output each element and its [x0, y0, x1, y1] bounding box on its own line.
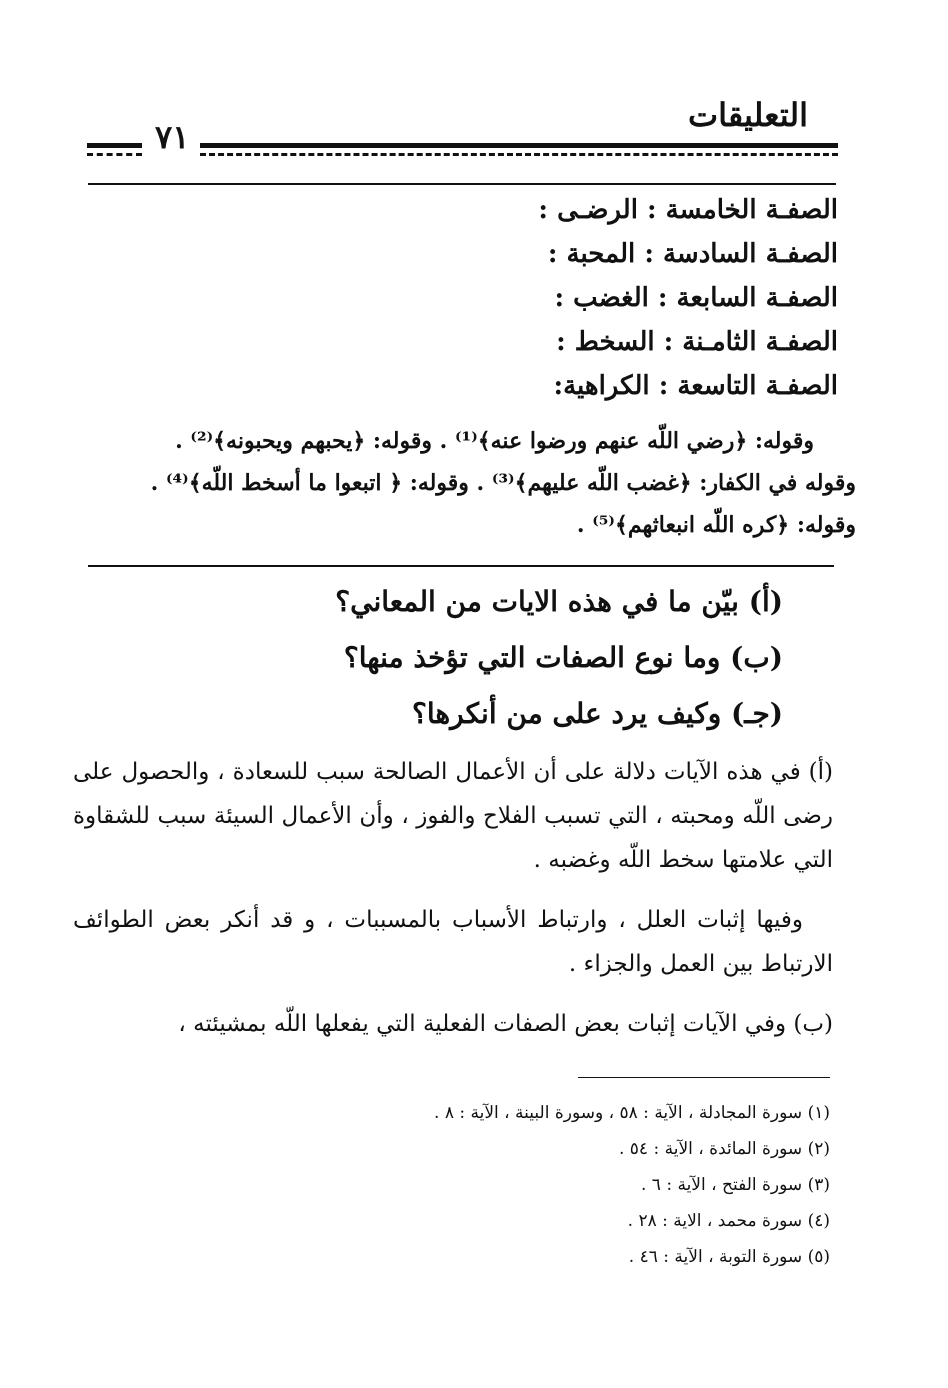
answer-paragraph: (ب) وفي الآيات إثبات بعض الصفات الفعلية التي يفعلها اللّه بمشيئته ، [178, 1011, 833, 1037]
footnote-item: (٥) سورة التوبة ، الآية : ٤٦ . [628, 1247, 830, 1267]
footnote-item: (١) سورة المجادلة ، الآية : ٥٨ ، وسورة البينة ، الآية : ٨ . [434, 1103, 830, 1123]
verse-line: وقوله: ﴿رضي اللّه عنهم ورضوا عنه﴾⁽¹⁾ . وقوله: ﴿يحبهم ويحبونه﴾⁽²⁾ . [175, 428, 814, 454]
attribute-item: الصفـة الثامـنة : السخط : [556, 327, 838, 357]
footnotes-list [270, 1095, 830, 1275]
verses-block [86, 420, 856, 546]
answers-block [73, 750, 833, 1062]
attribute-item: الصفـة السابعة : الغضب : [554, 283, 838, 313]
question-line: (ب) وما نوع الصفات التي تؤخذ منها؟ [343, 641, 783, 674]
footnote-item: (٢) سورة المائدة ، الآية : ٥٤ . [618, 1139, 830, 1159]
verse-line: وقوله في الكفار: ﴿غضب اللّه عليهم﴾⁽³⁾ . وقوله: ﴿ اتبعوا ما أسخط اللّه﴾⁽⁴⁾ . [150, 470, 856, 496]
footnote-item: (٣) سورة الفتح ، الآية : ٦ . [640, 1175, 830, 1195]
section-divider-middle [88, 565, 834, 567]
answer-paragraph: (أ) في هذه الآيات دلالة على أن الأعمال الصالحة سبب للسعادة ، والحصول على رضى اللّه ومحبته ، التي تسبب الفلاح والفوز ، وأن الأعمال السيئة سبب للشقاوة التي علامتها سخط اللّه وغضبه . [73, 759, 833, 873]
attribute-item: الصفـة الخامسة : الرضـى : [538, 195, 838, 225]
section-divider-top [88, 183, 836, 185]
attribute-item: الصفـة التاسعة : الكراهية: [553, 371, 838, 401]
header-rule-right-dashed [200, 153, 838, 156]
attributes-list [218, 188, 838, 408]
attribute-item: الصفـة السادسة : المحبة : [547, 239, 838, 269]
header-rule-right-thick [200, 143, 838, 148]
header-rule-left-thick [87, 143, 142, 148]
verse-line: وقوله: ﴿كره اللّه انبعاثهم﴾⁽⁵⁾ . [576, 512, 856, 538]
footnote-item: (٤) سورة محمد ، الاية : ٢٨ . [627, 1211, 830, 1231]
page-number: ٧١ [155, 118, 190, 156]
questions-block [183, 574, 783, 742]
header-title: التعليقات [687, 96, 808, 134]
question-line: (جـ) وكيف يرد على من أنكرها؟ [411, 697, 783, 730]
answer-paragraph: وفيها إثبات العلل ، وارتباط الأسباب بالمسببات ، و قد أنكر بعض الطوائف الارتباط بين العمل والجزاء . [73, 907, 833, 977]
footnote-separator [578, 1077, 830, 1078]
question-line: (أ) بيّن ما في هذه الايات من المعاني؟ [335, 585, 783, 618]
header-rule-left-dashed [87, 153, 142, 156]
